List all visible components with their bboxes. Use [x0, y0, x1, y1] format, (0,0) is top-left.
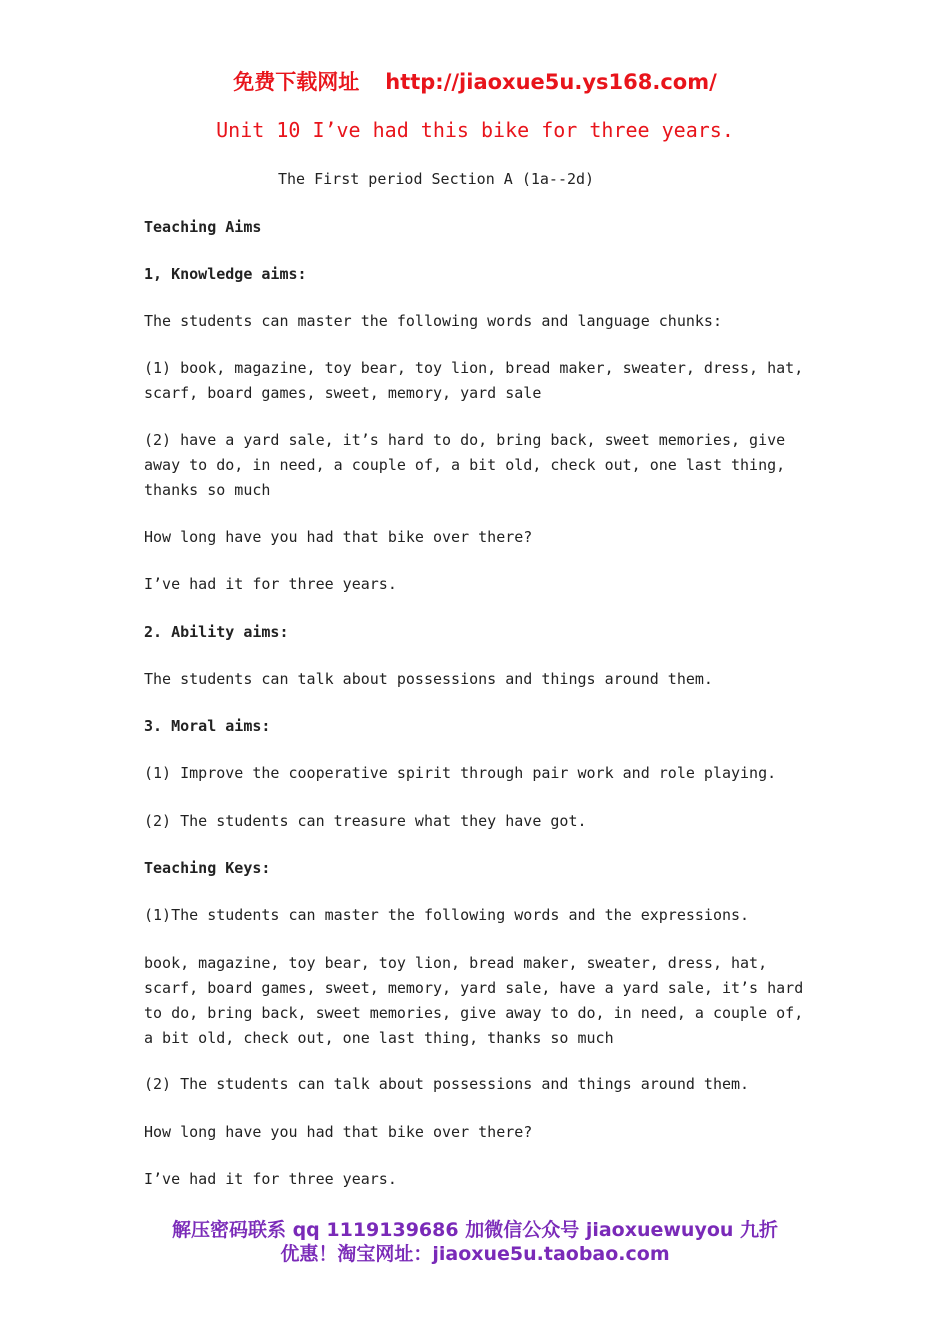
moral-aim-1: (1) Improve the cooperative spirit through pair work and role playing. [144, 764, 777, 782]
footer-line-2: 优惠！淘宝网址：jiaoxue5u.taobao.com [280, 1243, 670, 1265]
example-answer-2: I’ve had it for three years. [144, 1170, 397, 1188]
period-subtitle: The First period Section A (1a--2d) [278, 170, 595, 188]
knowledge-intro: The students can master the following words and language chunks: [144, 312, 722, 330]
example-question-2: How long have you had that bike over there? [144, 1123, 533, 1141]
knowledge-chunks: (2) have a yard sale, it’s hard to do, bring back, sweet memories, give away to do, in need, a couple of, a bit old, check out, one last thing, thanks so much [144, 431, 786, 499]
footer-line-1: 解压密码联系 qq 1119139686 加微信公众号 jiaoxuewuyou 九折 [171, 1219, 779, 1241]
teaching-keys-heading: Teaching Keys: [144, 859, 271, 877]
teaching-key-words: book, magazine, toy bear, toy lion, bread maker, sweater, dress, hat, scarf, board games, sweet, memory, yard sale, have a yard sale, it’s hard to do, bring back, sweet memories, give away to do, in need, a couple of, a bit old, check out, one last thing, thanks so much [144, 954, 804, 1047]
ability-aims-text: The students can talk about possessions and things around them. [144, 670, 713, 688]
footer-contact [0, 1218, 950, 1266]
download-label: 免费下载网址 [233, 70, 360, 94]
knowledge-words: (1) book, magazine, toy bear, toy lion, bread maker, sweater, dress, hat, scarf, board games, sweet, memory, yard sale [144, 359, 804, 402]
moral-aims-heading: 3. Moral aims: [144, 717, 271, 735]
teaching-key-1: (1)The students can master the following words and the expressions. [144, 906, 750, 924]
download-header [0, 66, 950, 96]
teaching-aims-heading: Teaching Aims [144, 218, 262, 236]
unit-title: Unit 10 I’ve had this bike for three years. [216, 118, 734, 142]
ability-aims-heading: 2. Ability aims: [144, 623, 289, 641]
knowledge-aims-heading: 1, Knowledge aims: [144, 265, 307, 283]
download-url-link[interactable]: http://jiaoxue5u.ys168.com/ [385, 70, 717, 94]
moral-aim-2: (2) The students can treasure what they have got. [144, 812, 587, 830]
example-question-1: How long have you had that bike over there? [144, 528, 533, 546]
example-answer-1: I’ve had it for three years. [144, 575, 397, 593]
teaching-key-2: (2) The students can talk about possessions and things around them. [144, 1075, 750, 1093]
